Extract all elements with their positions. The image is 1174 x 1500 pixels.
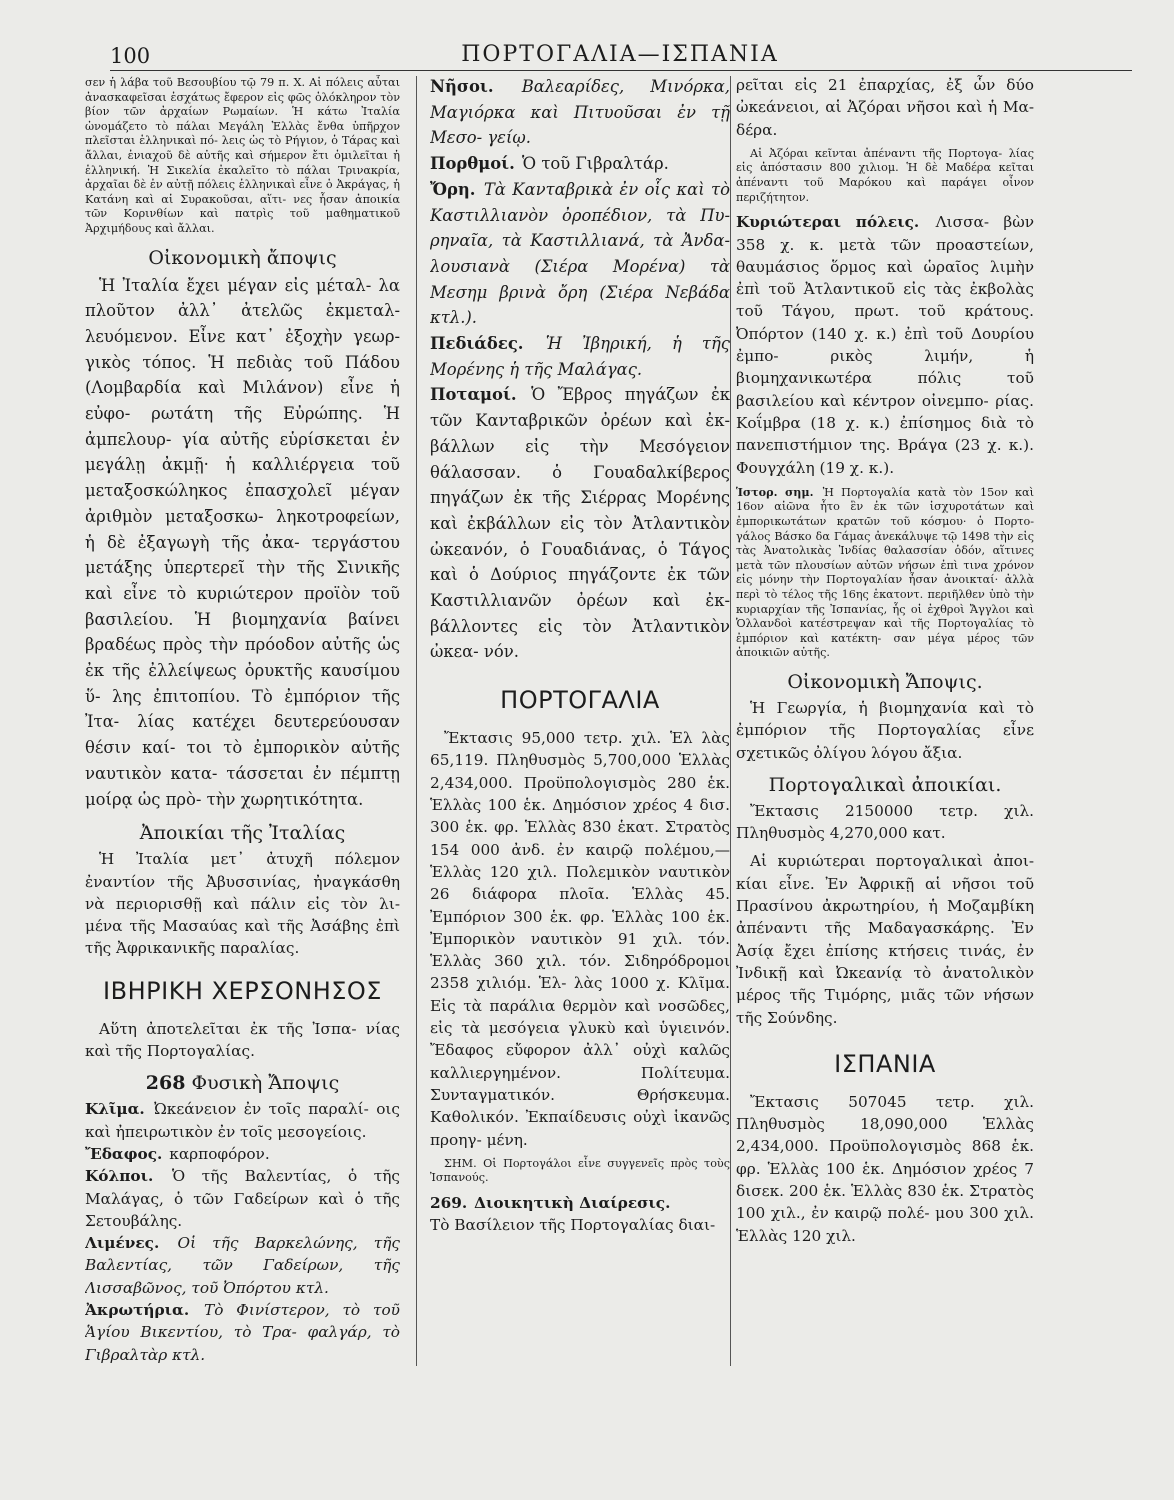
physical-heading [85,1068,400,1098]
potamoi-text: Ὁ Ἔβρος πηγάζων ἐκ τῶν Κανταβρικῶν ὀρέων καὶ ἐκ- βάλλων εἰς τὴν Μεσόγειον θάλασσαν. ὁ Γουαδαλκίβερος πηγάζων ἐκ τῆς Σιέρρας Μορένης καὶ ἐκβάλλων εἰς τὸν Ἀτλαντικὸν ὠκεανόν, ὁ Γουαδιάνας, ὁ Τάγος καὶ ὁ Δούριος πηγάζοντε ἐκ τῶν Καστιλλιανῶν ὀρέων καὶ ἐκ- βάλλοντες εἰς τὸν Ἀτλαντικὸν ὠκεα- νόν. [430,385,730,662]
column-left [85,74,400,1366]
akrot-entry [85,1299,400,1366]
history-text: Ἡ Πορτογαλία κατὰ τὸν 15ον καὶ 16ον αἰῶνα ἦτο ἓν ἐκ τῶν ἰσχυροτάτων καὶ ἐμπορικωτάτων κρατῶν τοῦ κόσμου· ὁ Πορτο- γάλος Βάσκο δα Γάμας ἀνεκάλυψε τῷ 1498 τὴν εἰς τὰς Ἀνατολικὰς Ἰνδίας θαλασσίαν ὁδόν, αἵτινες μετὰ τῶν πλουσίων αὐτῶν νήσων ἐπὶ τινα χρόνον εἰς μόνην τὴν Πορτογαλίαν ἦσαν ἀνοικταί· ἀλλὰ περὶ τὸ τέλος τῆς 16ης ἑκατοντ. περιῆλθεν ὑπὸ τὴν κυριαρχίαν τῆς Ἰσπανίας, ἧς οἱ ἐχθροὶ Ἄγγλοι καὶ Ὁλλανδοὶ κατέστρεψαν καὶ τῆς Πορτογαλίας τὸ ἐμπόριον καὶ κατέκτη- σαν μέγα μέρος τῶν ἀποικιῶν αὐτῆς. [736,485,1034,660]
column-divider-2 [730,76,731,1366]
column-middle [430,74,730,1237]
klima-label: Κλῖμα. [85,1100,145,1119]
running-title: ΠΟΡΤΟΓΑΛΙΑ—ΙΣΠΑΝΙΑ [461,42,779,67]
section-number-268: 268 [145,1072,186,1095]
italy-econ-heading: Οἰκονομικὴ ἄποψις [148,246,337,269]
page-header [110,38,1130,70]
edafos-label: Ἔδαφος. [85,1144,163,1163]
ori-label: Ὄρη. [430,179,476,199]
admin-line: Τὸ Βασίλειον τῆς Πορτογαλίας διαι- [430,1216,716,1235]
column-right [736,74,1034,1247]
history-label: Ἱστορ. σημ. [736,484,814,499]
pediades-text: Ἡ Ἰβηρική, ἡ τῆς Μορένης ἡ τῆς Μαλάγας. [430,334,730,379]
portugal-econ-paragraph: Ἡ Γεωργία, ἡ βιομηχανία καὶ τὸ ἐμπόριον τῆς Πορτογαλίας εἶνε σχετικῶς ὀλίγου λόγου ἄξια. [736,698,1034,762]
klima-entry [85,1098,400,1143]
column-divider-1 [416,76,417,1366]
kolpoi-entry [85,1165,400,1232]
portugal-colonies-heading: Πορτογαλικαὶ ἀποικίαι. [768,773,1002,796]
header-rule [110,70,1132,71]
pediades-label: Πεδιάδες. [430,334,524,354]
kolpoi-text: Ὁ τῆς Βαλεντίας, ὁ τῆς Μαλάγας, ὁ τῶν Γαδείρων καὶ ὁ τῆς Σετουβάλης. [85,1167,400,1230]
akrot-label: Ἀκρωτήρια. [85,1301,190,1320]
potamoi-entry [430,382,730,665]
portugal-stats: Ἔκτασις 95,000 τετρ. χιλ. Ἑλ λὰς 65,119. Πληθυσμὸς 5,700,000 Ἑλλὰς 2,434,000. Προϋπολογισμὸς 280 ἑκ. Ἑλλὰς 100 ἑκ. Δημόσιον χρέος 4 δισ. 300 ἑκ. φρ. Ἑλλὰς 830 ἑκατ. Στρατὸς 154 000 ἀνδ. ἐν καιρῷ πολέμου,— Ἑλλὰς 120 χιλ. Πολεμικὸν ναυτικὸν 26 διάφορα πλοῖα. Ἑλλὰς 45. Ἐμπόριον 300 ἑκ. φρ. Ἑλλὰς 100 ἑκ. Ἐμπορικὸν ναυτικὸν 91 χιλ. τόν. Ἑλλὰς 360 χιλ. τόν. Σιδηρόδρομοι 2358 χιλιόμ. Ἑλ- λὰς 1000 χ. Κλῖμα. Εἰς τὰ παράλια θερμὸν καὶ νοσῶδες, εἰς τὰ μεσόγεια γλυκὺ καὶ ὑγιεινόν. Ἔδαφος εὔφορον ἀλλ᾽ οὐχὶ καλῶς καλλιεργημένον. Πολίτευμα. Συνταγματικόν. Θρήσκευμα. Καθολικόν. Ἐκπαίδευσις οὐχὶ ἱκανῶς προηγ- μένη. [430,729,730,1149]
iberia-intro-paragraph: Αὕτη ἀποτελεῖται ἐκ τῆς Ἰσπα- νίας καὶ τῆς Πορτογαλίας. [85,1019,400,1061]
limenes-entry [85,1232,400,1299]
cities-entry [736,211,1034,479]
porthmoi-label: Πορθμοί. [430,154,515,174]
pediades-entry [430,331,730,382]
limenes-label: Λιμένες. [85,1234,160,1253]
italy-intro-paragraph: σεν ἡ λάβα τοῦ Βεσουβίου τῷ 79 π. Χ. Αἱ πόλεις αὗται ἀνασκαφεῖσαι ἐσχάτως ἔφερον εἰς φῶς ὁλόκληρον τὸν βίον τῶν ἀρχαίων Ρωμαίων. Ἡ κάτω Ἰταλία ὠνομάζετο τὸ πάλαι Μεγάλη Ἑλλὰς ἔνθα ὑπῆρχον πλεῖσται ἑλληνικαὶ πό- λεις ὡς τὸ Ρήγιον, ὁ Τάρας καὶ ἄλλαι, ἐνιαχοῦ δὲ αὐτῆς καὶ σήμερον ἔτι ὁμιλεῖται ἡ ἑλληνική. Ἡ Σικελία ἐκαλεῖτο τὸ πάλαι Τρινακρία, ἀρχαῖαι δὲ ἐν αὐτῇ πόλεις ἑλληνικαὶ εἶνε ὁ Ἀκράγας, ἡ Κατάνη καὶ αἱ Συρακοῦσαι, αἵτι- νες ἦσαν ἀποικία τῶν Κορινθίων καὶ πατρὶς τοῦ μαθηματικοῦ Ἀρχιμήδους καὶ ἄλλαι. [85,76,400,235]
portugal-econ-heading: Οἰκονομικὴ Ἄποψις. [787,670,983,693]
admin-continuation: ρεῖται εἰς 21 ἐπαρχίας, ἐξ ὧν δύο ὠκεάνειοι, αἱ Ἀζόραι νῆσοι καὶ ἡ Μα- δέρα. [736,76,1034,139]
ori-entry [430,177,730,331]
nisoi-text: Βαλεαρίδες, Μινόρκα, Μαγιόρκα καὶ Πιτυοῦσαι ἐν τῇ Μεσο- γείῳ. [430,77,730,148]
italy-econ-paragraph: Ἡ Ἰταλία ἔχει μέγαν εἰς μέταλ- λα πλοῦτον ἀλλ᾽ ἀτελῶς ἐκμεταλ- λευόμενον. Εἶνε κατ᾽ ἐξοχὴν γεωρ- γικὸς τόπος. Ἡ πεδιὰς τοῦ Πάδου (Λομβαρδία καὶ Μιλάνον) εἶνε ἡ εὐφο- ρωτάτη τῆς Εὐρώπης. Ἡ ἀμπελουρ- γία αὐτῆς εὑρίσκεται ἐν μεγάλῃ ἀκμῇ· ἡ καλλιέργεια τοῦ μεταξοσκώληκος ἐπασχολεῖ μέγαν ἀριθμὸν μεταξοσκω- ληκοτροφείων, ἡ δὲ ἐξαγωγὴ τῆς ἀκα- τεργάστου μετάξης ὑπερτερεῖ τὴν τῆς Σινικῆς καὶ εἶνε τὸ κυριώτερον προϊὸν τοῦ βασιλείου. Ἡ βιομηχανία βαίνει βραδέως πρὸς τὴν πρόοδον αὐτῆς ὡς ἐκ τῆς ἐλλείψεως ὀρυκτῆς καυσίμου ὕ- λης ἐπιτοπίου. Τὸ ἐμπόριον τῆς Ἰτα- λίας κατέχει δευτερεύουσαν θέσιν καί- τοι τὸ ἐμπορικὸν αὐτῆς ναυτικὸν κατα- τάσσεται ἐν πέμπτῃ μοίρᾳ ὡς πρὸ- τὴν χωρητικότητα. [85,275,400,809]
azores-note: Αἱ Ἀζόραι κεῖνται ἀπέναντι τῆς Πορτογα- λίας εἰς ἀπόστασιν 800 χιλιομ. Ἡ δὲ Μαδέρα κεῖται ἀπέναντι τοῦ Μαρόκου καὶ παράγει οἶνον περιζήτητον. [736,146,1034,204]
ori-text: Τὰ Κανταβρικὰ ἐν οἷς καὶ τὸ Καστιλλιανὸν ὀροπέδιον, τὰ Πυ- ρηναῖα, τὰ Καστιλλιανά, τὰ Ἀνδα- λουσιανὰ (Σιέρα Μορένα) τὰ Μεσημ βρινὰ ὄρη (Σιέρα Νεβάδα κτλ.). [430,179,730,328]
porthmoi-entry [430,151,730,177]
admin-division-entry [430,1192,730,1214]
physical-heading-text: Φυσικὴ Ἄποψις [191,1072,340,1095]
portugal-heading: ΠΟΡΤΟΓΑΛΙΑ [500,686,660,715]
nisoi-label: Νῆσοι. [430,77,494,96]
potamoi-label: Ποταμοί. [430,385,517,405]
spain-heading: ΙΣΠΑΝΙΑ [834,1049,936,1078]
kolpoi-label: Κόλποι. [85,1167,154,1186]
nisoi-entry [430,74,730,151]
page-number: 100 [110,44,151,68]
cities-label: Κυριώτεραι πόλεις. [736,213,920,232]
limenes-text: Οἱ τῆς Βαρκελώνης, τῆς Βαλεντίας, τῶν Γαδείρων, τῆς Λισσαβῶνος, τοῦ Ὀπόρτου κτλ. [85,1234,400,1297]
portugal-note: ΣΗΜ. Οἱ Πορτογάλοι εἶνε συγγενεῖς πρὸς τοὺς Ἰσπανούς. [430,1156,730,1185]
history-note [736,485,1034,661]
italy-colonies-paragraph: Ἡ Ἰταλία μετ᾽ ἀτυχῆ πόλεμον ἐναντίον τῆς Ἀβυσσινίας, ἠναγκάσθη νὰ περιορισθῇ καὶ πάλιν εἰς τὸν λι- μένα τῆς Μασαύας καὶ τῆς Ἀσάβης ἐπὶ τῆς Ἀφρικανικῆς παραλίας. [85,850,400,958]
edafos-text: καρποφόρον. [169,1144,270,1163]
cities-text: Λισσα- βὼν 358 χ. κ. μετὰ τῶν προαστείων, θαυμάσιος ὅρμος καὶ ὡραῖος λιμὴν ἐπὶ τοῦ Ἀτλαντικοῦ εἰς τὰς ἐκβολὰς τοῦ Τάγου, πρωτ. τοῦ κράτους. Ὀπόρτον (140 χ. κ.) ἐπὶ τοῦ Δουρίου ἐμπο- ρικὸς λιμήν, ἡ βιομηχανικωτέρα πόλις τοῦ βασιλείου καὶ κέντρον οἰνεμπο- ρίας. Κοΐμβρα (18 χ. κ.) ἐπίσημος διὰ τὸ πανεπιστήμιον της. Βράγα (23 χ. κ.). Φουγχάλη (19 χ. κ.). [736,213,1034,477]
italy-colonies-heading: Ἀποικίαι τῆς Ἰταλίας [139,822,346,845]
edafos-entry [85,1143,400,1165]
porthmoi-text: Ὁ τοῦ Γιβραλτάρ. [522,154,669,174]
klima-text: Ὠκεάνειον ἐν τοῖς παραλί- οις καὶ ἠπειρωτικὸν ἐν τοῖς μεσογείοις. [85,1100,400,1141]
portugal-colonies-stats: Ἔκτασις 2150000 τετρ. χιλ. Πληθυσμὸς 4,270,000 κατ. [736,801,1034,843]
section-number-269: 269. [430,1194,468,1212]
iberia-heading: ΙΒΗΡΙΚΗ ΧΕΡΣΟΝΗΣΟΣ [103,976,382,1005]
spain-stats: Ἔκτασις 507045 τετρ. χιλ. Πληθυσμὸς 18,090,000 Ἑλλὰς 2,434,000. Προϋπολογισμὸς 868 ἑκ. φρ. Ἑλλὰς 100 ἑκ. Δημόσιον χρέος 7 δισεκ. 200 ἑκ. Ἑλλὰς 830 ἑκ. Στρατὸς 100 χιλ., ἐν καιρῷ πολέ- μου 300 χιλ. Ἑλλὰς 120 χιλ. [736,1092,1034,1245]
akrot-text: Τὸ Φινίστερον, τὸ τοῦ Ἁγίου Βικεντίου, τὸ Τρα- φαλγάρ, τὸ Γιβραλτὰρ κτλ. [85,1301,400,1364]
admin-heading: Διοικητικὴ Διαίρεσις. [474,1194,671,1212]
portugal-colonies-paragraph: Αἱ κυριώτεραι πορτογαλικαὶ ἀποι- κίαι εἶνε. Ἐν Ἀφρικῇ αἱ νῆσοι τοῦ Πρασίνου ἀκρωτηρίου, ἡ Μοζαμβίκη ἀπέναντι τῆς Μαδαγασκάρης. Ἐν Ἀσίᾳ ἔχει ἐπίσης κτήσεις τινάς, ἐν Ἰνδικῇ καὶ Ὠκεανίᾳ τὸ ἀνατολικὸν μέρος τῆς Τιμόρης, μιᾶς τῶν νήσων τῆς Σούνδης. [736,852,1034,1027]
